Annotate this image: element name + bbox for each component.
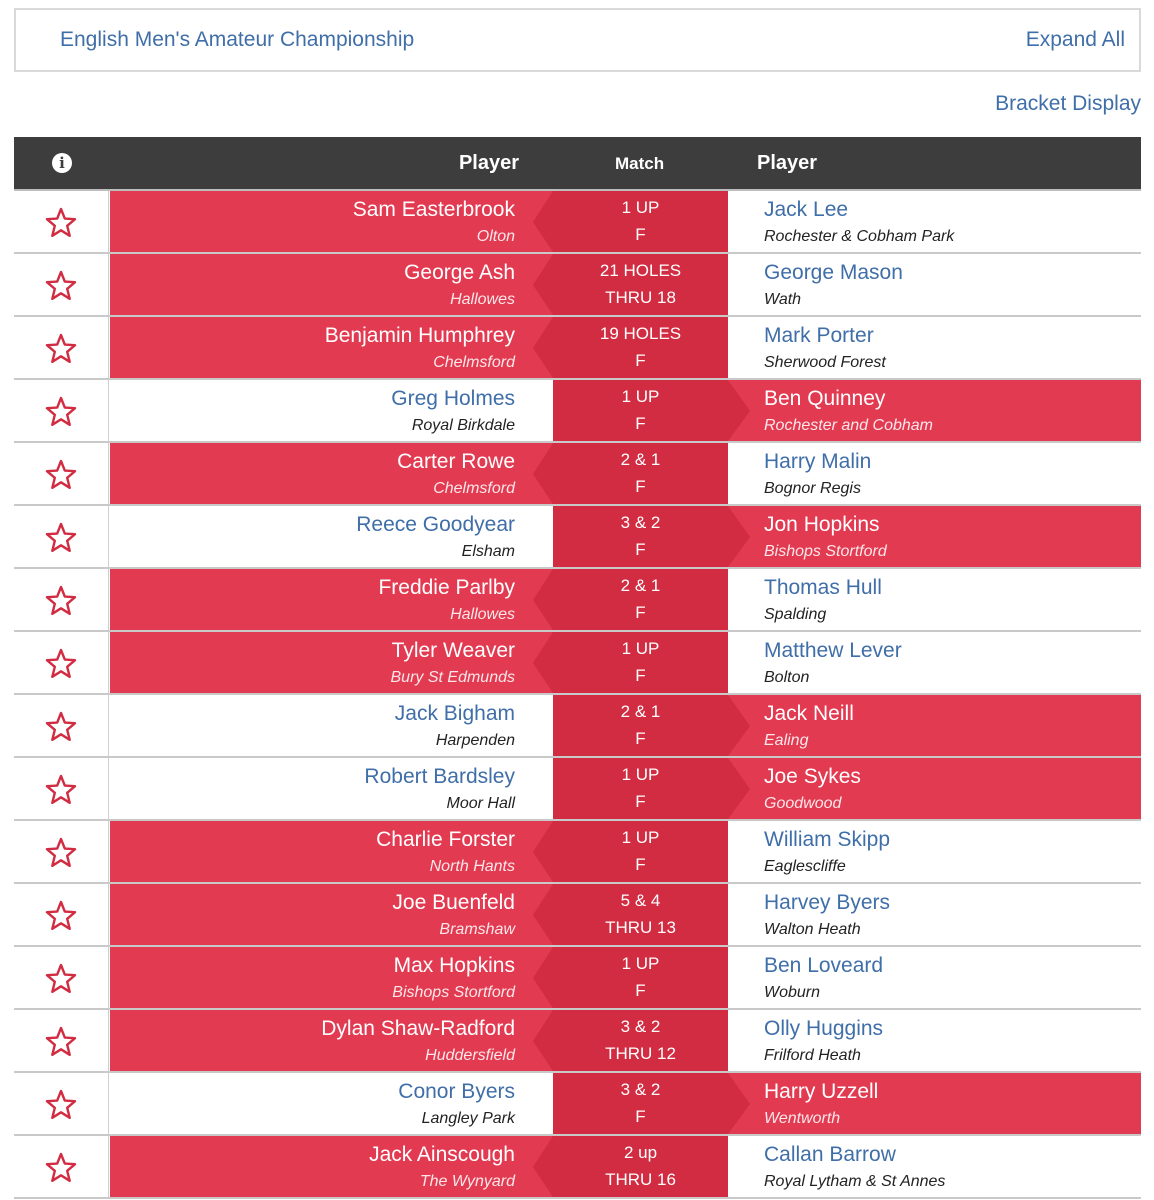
left-player-club: Hallowes bbox=[450, 606, 515, 623]
table-row[interactable] bbox=[14, 254, 1141, 317]
table-row[interactable] bbox=[14, 695, 1141, 758]
favorite-toggle[interactable] bbox=[14, 758, 109, 819]
left-player-club: Bury St Edmunds bbox=[390, 669, 515, 686]
match-status: F bbox=[635, 225, 646, 244]
table-row[interactable] bbox=[14, 758, 1141, 821]
winner-arrow-left bbox=[533, 191, 553, 252]
right-player-cell bbox=[728, 569, 1141, 630]
right-player-cell bbox=[728, 758, 1141, 819]
table-row[interactable] bbox=[14, 317, 1141, 380]
left-player-cell bbox=[110, 1073, 553, 1134]
table-row[interactable] bbox=[14, 191, 1141, 254]
right-player-name[interactable]: Ben Quinney bbox=[764, 387, 886, 410]
right-player-cell bbox=[728, 1136, 1141, 1197]
right-player-name[interactable]: Olly Huggins bbox=[764, 1017, 884, 1040]
match-status: THRU 18 bbox=[605, 288, 676, 307]
column-header-player-right: Player bbox=[757, 152, 818, 174]
right-player-name[interactable]: Jon Hopkins bbox=[764, 513, 880, 536]
match-score: 3 & 2 bbox=[620, 1017, 661, 1036]
favorite-toggle[interactable] bbox=[14, 569, 109, 630]
match-score: 1 UP bbox=[621, 765, 660, 784]
match-score: 2 & 1 bbox=[620, 702, 661, 721]
match-status: F bbox=[635, 1107, 646, 1126]
right-player-club: Wentworth bbox=[764, 1110, 841, 1127]
left-player-name[interactable]: Dylan Shaw-Radford bbox=[321, 1017, 515, 1040]
left-player-club: Royal Birkdale bbox=[411, 417, 515, 434]
left-player-club: Olton bbox=[476, 228, 515, 245]
match-score: 2 & 1 bbox=[620, 576, 661, 595]
winner-arrow-left bbox=[533, 821, 553, 882]
tournament-title[interactable]: English Men's Amateur Championship bbox=[60, 28, 415, 51]
table-row[interactable] bbox=[14, 1010, 1141, 1073]
right-player-name[interactable]: Mark Porter bbox=[764, 324, 874, 347]
match-status: THRU 13 bbox=[605, 918, 676, 937]
left-player-club: Elsham bbox=[461, 543, 515, 560]
favorite-toggle[interactable] bbox=[14, 254, 109, 315]
match-score: 1 UP bbox=[621, 387, 660, 406]
left-player-cell bbox=[110, 1136, 553, 1197]
right-player-cell bbox=[728, 191, 1141, 252]
winner-arrow-left bbox=[533, 317, 553, 378]
match-status: F bbox=[635, 792, 646, 811]
right-player-name[interactable]: Harvey Byers bbox=[764, 891, 891, 914]
favorite-toggle[interactable] bbox=[14, 506, 109, 567]
left-player-cell bbox=[110, 947, 553, 1008]
table-row[interactable] bbox=[14, 506, 1141, 569]
bracket-display-link[interactable]: Bracket Display bbox=[995, 92, 1141, 115]
favorite-toggle[interactable] bbox=[14, 1010, 109, 1071]
tournament-header bbox=[14, 8, 1141, 72]
right-player-club: Ealing bbox=[764, 732, 809, 749]
left-player-club: Bramshaw bbox=[439, 921, 515, 938]
right-player-club: Walton Heath bbox=[764, 921, 861, 938]
favorite-toggle[interactable] bbox=[14, 1073, 109, 1134]
favorite-toggle[interactable] bbox=[14, 695, 109, 756]
left-player-cell bbox=[110, 758, 553, 819]
winner-arrow-left bbox=[533, 884, 553, 945]
winner-arrow-left bbox=[533, 1010, 553, 1071]
right-player-club: Goodwood bbox=[764, 795, 842, 812]
column-header-player-left: Player bbox=[458, 152, 519, 174]
expand-all-link[interactable]: Expand All bbox=[1025, 28, 1125, 51]
right-player-cell bbox=[728, 254, 1141, 315]
right-player-club: Woburn bbox=[764, 984, 821, 1001]
match-status: F bbox=[635, 540, 646, 559]
match-status: F bbox=[635, 603, 646, 622]
match-score: 1 UP bbox=[621, 639, 660, 658]
match-score: 1 UP bbox=[621, 954, 660, 973]
match-result-cell[interactable] bbox=[553, 1073, 728, 1134]
right-player-name[interactable]: Harry Uzzell bbox=[764, 1080, 879, 1103]
winner-arrow-left bbox=[533, 947, 553, 1008]
right-player-cell bbox=[728, 1073, 1141, 1134]
match-status: F bbox=[635, 855, 646, 874]
match-status: THRU 16 bbox=[605, 1170, 676, 1189]
favorite-toggle[interactable] bbox=[14, 884, 109, 945]
right-player-club: Bishops Stortford bbox=[764, 543, 887, 560]
right-player-club: Wath bbox=[764, 291, 802, 308]
left-player-name[interactable]: Jack Ainscough bbox=[369, 1143, 515, 1166]
left-player-cell bbox=[110, 632, 553, 693]
right-player-club: Bognor Regis bbox=[764, 480, 861, 497]
right-player-name[interactable]: Callan Barrow bbox=[764, 1143, 896, 1166]
right-player-club: Bolton bbox=[764, 669, 810, 686]
favorite-toggle[interactable] bbox=[14, 380, 109, 441]
right-player-cell bbox=[728, 380, 1141, 441]
right-player-name[interactable]: Jack Neill bbox=[764, 702, 854, 725]
match-result-cell[interactable] bbox=[553, 506, 728, 567]
winner-arrow-left bbox=[533, 443, 553, 504]
right-player-name[interactable]: Ben Loveard bbox=[764, 954, 884, 977]
right-player-cell bbox=[728, 506, 1141, 567]
match-score: 3 & 2 bbox=[620, 1080, 661, 1099]
right-player-cell bbox=[728, 947, 1141, 1008]
match-result-cell[interactable] bbox=[553, 821, 728, 882]
table-header bbox=[14, 137, 1141, 191]
winner-arrow-right bbox=[728, 1073, 750, 1134]
left-player-name[interactable]: Robert Bardsley bbox=[364, 765, 515, 788]
left-player-name[interactable]: Reece Goodyear bbox=[356, 513, 515, 536]
favorite-toggle[interactable] bbox=[14, 317, 109, 378]
match-result-cell[interactable] bbox=[553, 317, 728, 378]
left-player-cell bbox=[110, 1010, 553, 1071]
left-player-name[interactable]: Joe Buenfeld bbox=[392, 891, 515, 914]
match-score: 19 HOLES bbox=[599, 324, 682, 343]
left-player-name[interactable]: Max Hopkins bbox=[393, 954, 515, 977]
table-body bbox=[14, 191, 1141, 1199]
left-player-name[interactable]: Tyler Weaver bbox=[391, 639, 515, 662]
table-row[interactable] bbox=[14, 947, 1141, 1010]
right-player-club: Spalding bbox=[764, 606, 827, 623]
winner-arrow-right bbox=[728, 380, 750, 441]
right-player-name[interactable]: Matthew Lever bbox=[764, 639, 902, 662]
table-row[interactable] bbox=[14, 1073, 1141, 1136]
match-result-cell[interactable] bbox=[553, 191, 728, 252]
left-player-cell bbox=[110, 569, 553, 630]
left-player-cell bbox=[110, 884, 553, 945]
match-result-cell[interactable] bbox=[553, 1136, 728, 1197]
match-status: F bbox=[635, 414, 646, 433]
favorite-toggle[interactable] bbox=[14, 443, 109, 504]
right-player-cell bbox=[728, 443, 1141, 504]
left-player-name[interactable]: Freddie Parlby bbox=[378, 576, 515, 599]
left-player-name[interactable]: Sam Easterbrook bbox=[352, 198, 515, 221]
table-row[interactable] bbox=[14, 569, 1141, 632]
right-player-name[interactable]: Jack Lee bbox=[764, 198, 849, 221]
left-player-name[interactable]: Benjamin Humphrey bbox=[324, 324, 515, 347]
table-row[interactable] bbox=[14, 632, 1141, 695]
match-status: F bbox=[635, 981, 646, 1000]
winner-arrow-left bbox=[533, 632, 553, 693]
right-player-club: Rochester & Cobham Park bbox=[764, 228, 955, 245]
right-player-name[interactable]: Harry Malin bbox=[764, 450, 872, 473]
winner-arrow-right bbox=[728, 695, 750, 756]
right-player-club: Frilford Heath bbox=[764, 1047, 861, 1064]
match-score: 2 & 1 bbox=[620, 450, 661, 469]
left-player-cell bbox=[110, 191, 553, 252]
match-result-cell[interactable] bbox=[553, 758, 728, 819]
right-player-cell bbox=[728, 884, 1141, 945]
left-player-cell bbox=[110, 443, 553, 504]
left-player-club: Bishops Stortford bbox=[392, 984, 515, 1001]
match-result-cell[interactable] bbox=[553, 569, 728, 630]
table-row[interactable] bbox=[14, 884, 1141, 947]
column-header-match: Match bbox=[615, 154, 665, 173]
match-status: F bbox=[635, 729, 646, 748]
favorite-toggle[interactable] bbox=[14, 821, 109, 882]
winner-arrow-left bbox=[533, 569, 553, 630]
right-player-name[interactable]: George Mason bbox=[764, 261, 903, 284]
info-icon[interactable]: i bbox=[52, 153, 72, 173]
left-player-name[interactable]: Jack Bigham bbox=[394, 702, 515, 725]
left-player-club: Huddersfield bbox=[425, 1047, 515, 1064]
left-player-cell bbox=[110, 317, 553, 378]
right-player-club: Royal Lytham & St Annes bbox=[764, 1173, 946, 1190]
left-player-name[interactable]: Greg Holmes bbox=[391, 387, 515, 410]
match-result-cell[interactable] bbox=[553, 1010, 728, 1071]
match-results-table bbox=[14, 137, 1141, 1199]
left-player-club: The Wynyard bbox=[419, 1173, 515, 1190]
match-status: F bbox=[635, 666, 646, 685]
match-result-cell[interactable] bbox=[553, 695, 728, 756]
winner-arrow-right bbox=[728, 506, 750, 567]
left-player-cell bbox=[110, 380, 553, 441]
match-score: 3 & 2 bbox=[620, 513, 661, 532]
right-player-cell bbox=[728, 632, 1141, 693]
left-player-club: Chelmsford bbox=[433, 354, 515, 371]
right-player-cell bbox=[728, 1010, 1141, 1071]
match-result-cell[interactable] bbox=[553, 380, 728, 441]
favorite-toggle[interactable] bbox=[14, 947, 109, 1008]
right-player-cell bbox=[728, 821, 1141, 882]
table-row[interactable] bbox=[14, 1136, 1141, 1199]
left-player-cell bbox=[110, 506, 553, 567]
left-player-club: Langley Park bbox=[421, 1110, 515, 1127]
left-player-club: Harpenden bbox=[435, 732, 515, 749]
winner-arrow-right bbox=[728, 758, 750, 819]
left-player-name[interactable]: Carter Rowe bbox=[397, 450, 515, 473]
right-player-club: Eaglescliffe bbox=[764, 858, 846, 875]
match-status: F bbox=[635, 351, 646, 370]
left-player-club: Hallowes bbox=[450, 291, 515, 308]
left-player-cell bbox=[110, 695, 553, 756]
favorite-toggle[interactable] bbox=[14, 1136, 109, 1197]
left-player-name[interactable]: Charlie Forster bbox=[376, 828, 515, 851]
left-player-cell bbox=[110, 821, 553, 882]
left-player-club: North Hants bbox=[429, 858, 515, 875]
table-row[interactable] bbox=[14, 380, 1141, 443]
table-row[interactable] bbox=[14, 443, 1141, 506]
right-player-name[interactable]: William Skipp bbox=[764, 828, 891, 851]
match-result-cell[interactable] bbox=[553, 632, 728, 693]
winner-arrow-left bbox=[533, 1136, 553, 1197]
match-status: THRU 12 bbox=[605, 1044, 676, 1063]
left-player-name[interactable]: George Ash bbox=[404, 261, 515, 284]
match-score: 21 HOLES bbox=[599, 261, 682, 280]
favorite-toggle[interactable] bbox=[14, 632, 109, 693]
match-result-cell[interactable] bbox=[553, 254, 728, 315]
winner-arrow-left bbox=[533, 254, 553, 315]
left-player-club: Chelmsford bbox=[433, 480, 515, 497]
match-score: 2 up bbox=[623, 1143, 658, 1162]
right-player-name[interactable]: Joe Sykes bbox=[764, 765, 861, 788]
right-player-club: Rochester and Cobham bbox=[764, 417, 933, 434]
match-result-cell[interactable] bbox=[553, 947, 728, 1008]
favorite-toggle[interactable] bbox=[14, 191, 109, 252]
match-result-cell[interactable] bbox=[553, 443, 728, 504]
match-score: 5 & 4 bbox=[620, 891, 661, 910]
match-result-cell[interactable] bbox=[553, 884, 728, 945]
left-player-cell bbox=[110, 254, 553, 315]
left-player-club: Moor Hall bbox=[446, 795, 515, 812]
match-score: 1 UP bbox=[621, 828, 660, 847]
match-status: F bbox=[635, 477, 646, 496]
right-player-club: Sherwood Forest bbox=[764, 354, 886, 371]
table-row[interactable] bbox=[14, 821, 1141, 884]
match-score: 1 UP bbox=[621, 198, 660, 217]
left-player-name[interactable]: Conor Byers bbox=[398, 1080, 515, 1103]
right-player-cell bbox=[728, 695, 1141, 756]
right-player-cell bbox=[728, 317, 1141, 378]
right-player-name[interactable]: Thomas Hull bbox=[764, 576, 882, 599]
